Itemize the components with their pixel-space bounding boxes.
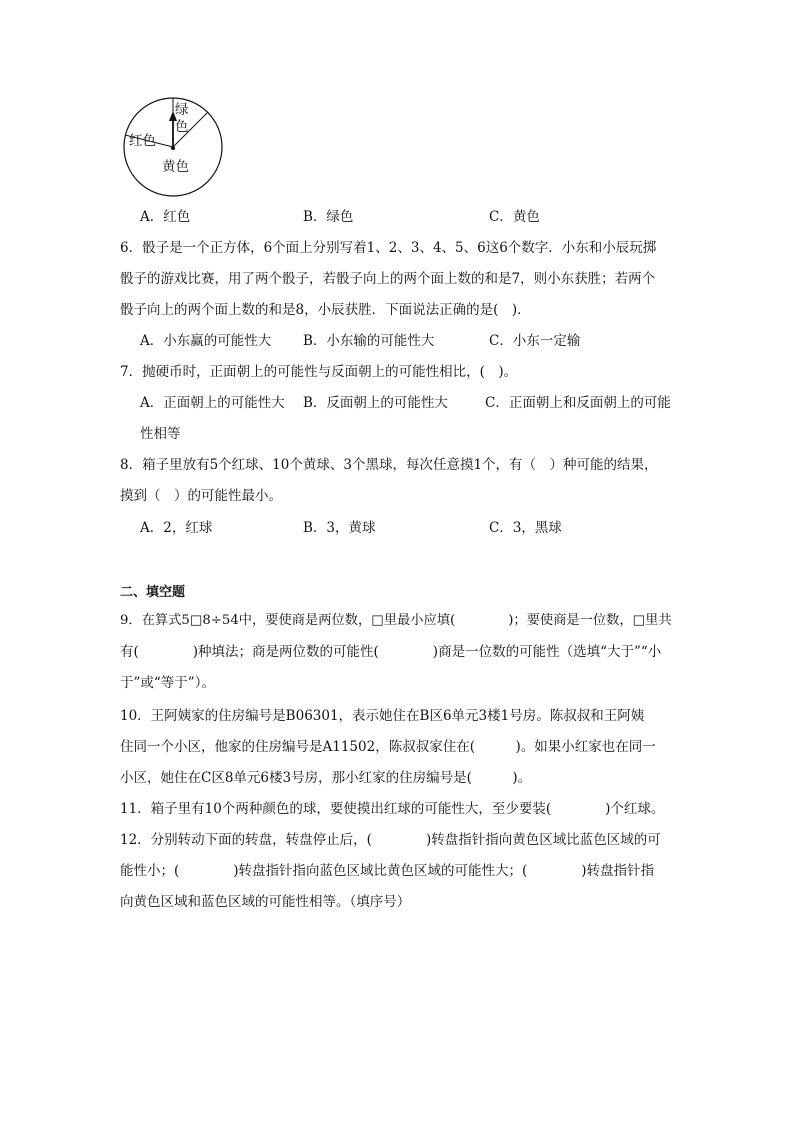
section-heading-fill-in: 二、填空题: [120, 585, 186, 600]
q6-line-1: 6．骰子是一个正方体，6个面上分别写着1、2、3、4、5、6这6个数字．小东和小辰玩掷: [120, 240, 657, 256]
q5-option-b: B．绿色: [303, 209, 354, 225]
q11-line-1: 11．箱子里有10个两种颜色的球，要使摸出红球的可能性大，至少要装( )个红球。: [120, 801, 665, 817]
q8-option-c: C．3，黑球: [489, 520, 562, 536]
q9-line-1: 9．在算式5□8÷54中，要使商是两位数，□里最小应填( )；要使商是一位数，□里共: [120, 613, 672, 628]
spinner-diagram: [118, 97, 228, 207]
spinner-label-yellow: 黄色: [162, 159, 189, 175]
q9-line-3: 于”或“等于”）。: [120, 675, 215, 691]
q10-line-1: 10．王阿姨家的住房编号是B06301，表示她住在B区6单元3楼1号房。陈叔叔和王阿姨: [120, 708, 645, 724]
q9-line-2: 有( )种填法；商是两位数的可能性( )商是一位数的可能性（选填“大于”“小: [120, 644, 662, 660]
q10-line-3: 小区，她住在C区8单元6楼3号房，那小红家的住房编号是( )。: [120, 770, 532, 786]
q5-option-a: A．红色: [140, 209, 191, 225]
q7-option-a: A．正面朝上的可能性大: [140, 395, 285, 411]
q12-line-1: 12．分别转动下面的转盘，转盘停止后，( )转盘指针指向黄色区域比蓝色区域的可: [120, 832, 661, 848]
q12-line-2: 能性小；( )转盘指针指向蓝色区域比黄色区域的可能性大；( )转盘指针指: [120, 863, 655, 879]
q7-line-1: 7．抛硬币时，正面朝上的可能性与反面朝上的可能性相比，( )。: [120, 364, 518, 380]
q7-option-b: B．反面朝上的可能性大: [303, 395, 448, 411]
q8-option-a: A．2，红球: [140, 520, 213, 536]
spinner-center-dot: [171, 146, 175, 150]
spinner-label-green-2: 色: [175, 119, 189, 135]
q8-option-b: B．3，黄球: [303, 520, 376, 536]
q7-option-c: C．正面朝上和反面朝上的可能: [485, 395, 671, 411]
spinner-label-red: 红色: [129, 133, 156, 149]
q6-option-a: A．小东赢的可能性大: [140, 333, 272, 349]
q6-option-b: B．小东输的可能性大: [303, 333, 435, 349]
q7-option-c-wrap: 性相等: [140, 426, 181, 442]
q5-option-c: C．黄色: [489, 209, 540, 225]
spinner-label-green-1: 绿: [175, 102, 189, 118]
q6-option-c: C．小东一定输: [489, 333, 581, 349]
q6-line-3: 骰子向上的两个面上数的和是8，小辰获胜．下面说法正确的是( )．: [120, 302, 531, 318]
q10-line-2: 住同一个小区，他家的住房编号是A11502，陈叔叔家住在( )。如果小红家也在同一: [120, 739, 656, 755]
q6-line-2: 骰子的游戏比赛，用了两个骰子，若骰子向上的两个面上数的和是7，则小东获胜；若两个: [120, 271, 656, 287]
q8-line-2: 摸到（ ）的可能性最小。: [120, 488, 282, 504]
q12-line-3: 向黄色区域和蓝色区域的可能性相等。（填序号）: [120, 894, 411, 910]
q8-line-1: 8．箱子里放有5个红球、10个黄球、3个黑球，每次任意摸1个，有（ ）种可能的结果，: [120, 457, 658, 473]
